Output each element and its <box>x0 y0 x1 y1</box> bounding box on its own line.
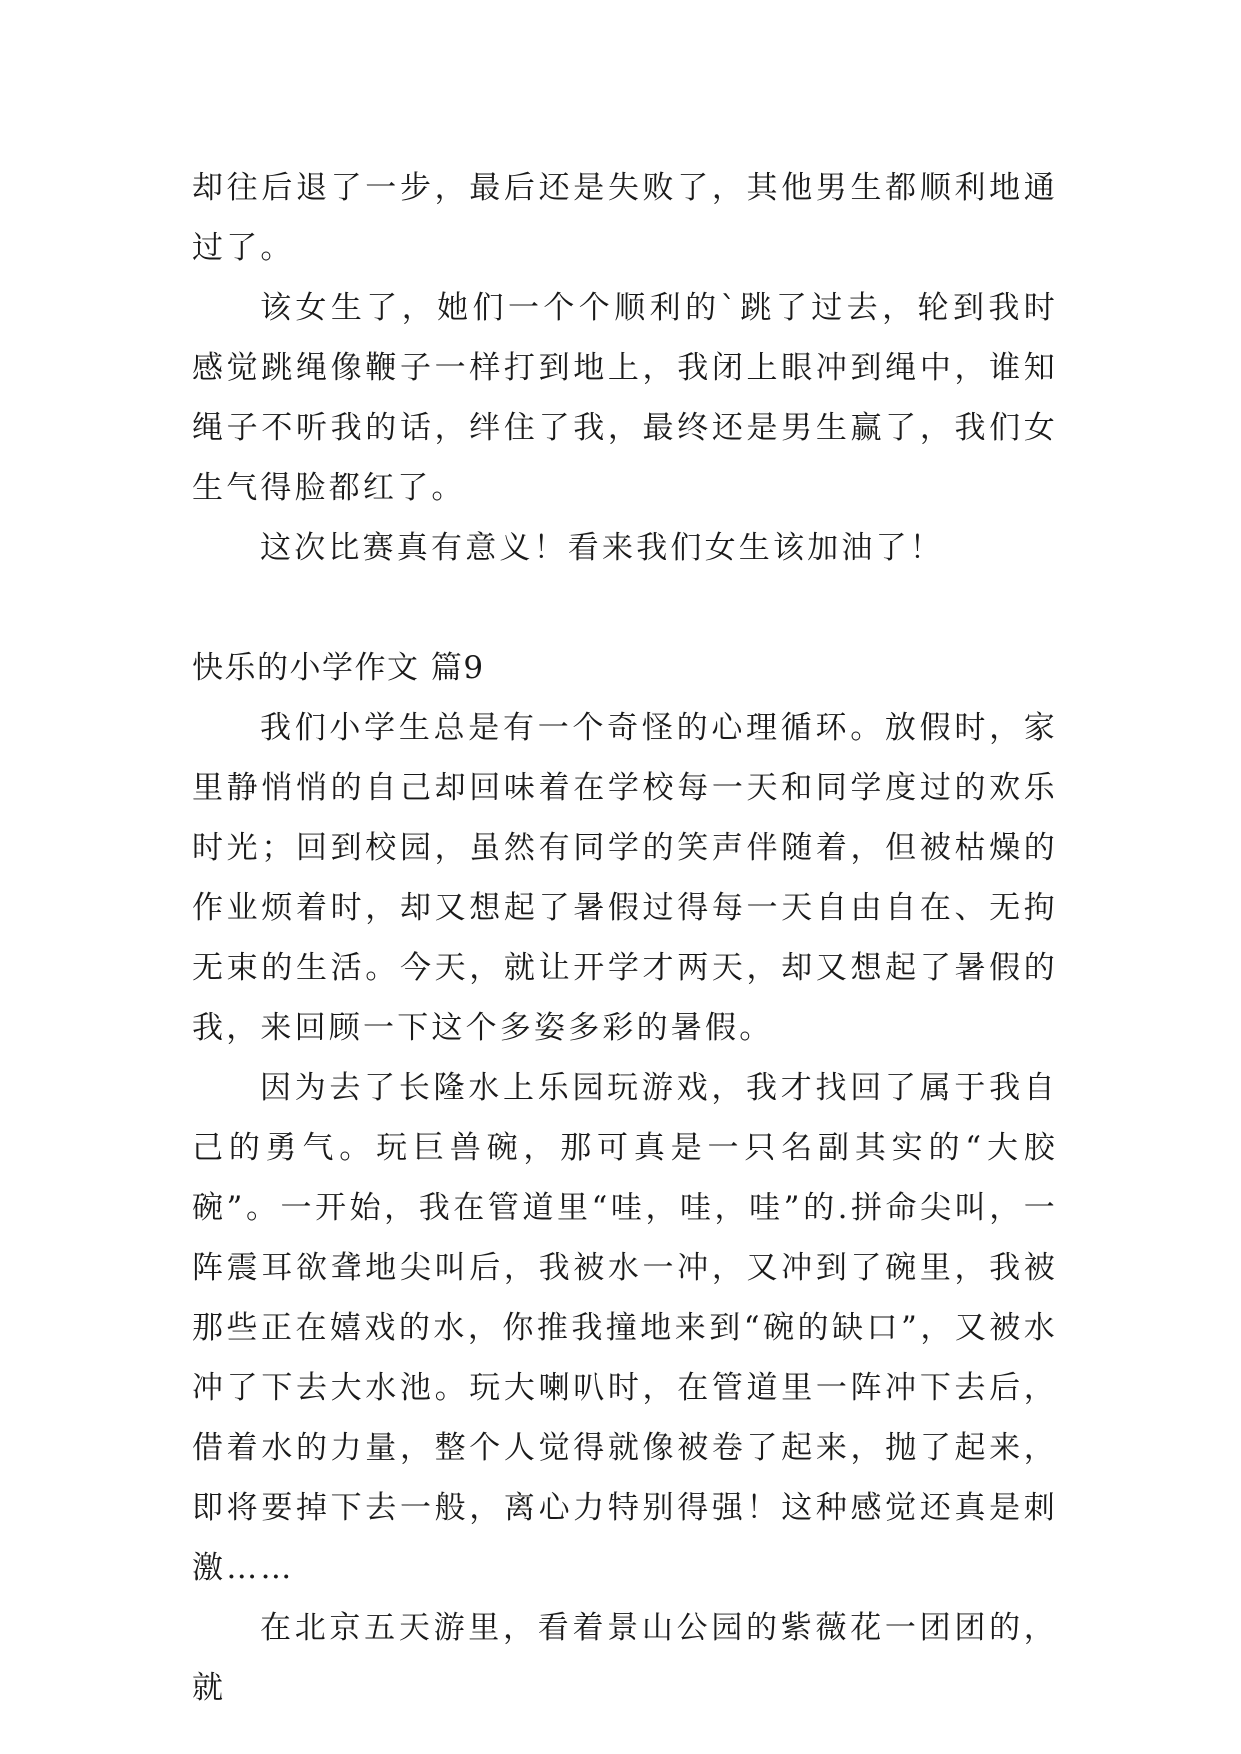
paragraph: 却往后退了一步，最后还是失败了，其他男生都顺利地通过了。 <box>192 170 1058 266</box>
document-body <box>192 158 1058 1718</box>
paragraph: 因为去了长隆水上乐园玩游戏，我才找回了属于我自己的勇气。玩巨兽碗，那可真是一只名副其实的“大胶碗”。一开始，我在管道里“哇，哇，哇”的.拼命尖叫，一阵震耳欲聋地尖叫后，我被水一冲，又冲到了碗里，我被那些正在嬉戏的水，你推我撞地来到“碗的缺口”，又被水冲了下去大水池。玩大喇叭时，在管道里一阵冲下去后，借着水的力量，整个人觉得就像被卷了起来，抛了起来，即将要掉下去一般，离心力特别得强！这种感觉还真是刺激…… <box>192 1070 1058 1586</box>
paragraph: 我们小学生总是有一个奇怪的心理循环。放假时，家里静悄悄的自己却回味着在学校每一天和同学度过的欢乐时光；回到校园，虽然有同学的笑声伴随着，但被枯燥的作业烦着时，却又想起了暑假过得每一天自由自在、无拘无束的生活。今天，就让开学才两天，却又想起了暑假的我，来回顾一下这个多姿多彩的暑假。 <box>192 710 1058 1046</box>
section-title: 快乐的小学作文 篇9 <box>192 650 485 686</box>
paragraph: 这次比赛真有意义！看来我们女生该加油了！ <box>260 530 944 566</box>
paragraph: 在北京五天游里，看着景山公园的紫薇花一团团的，就 <box>192 1610 1058 1706</box>
paragraph: 该女生了，她们一个个顺利的`跳了过去，轮到我时感觉跳绳像鞭子一样打到地上，我闭上眼冲到绳中，谁知绳子不听我的话，绊住了我，最终还是男生赢了，我们女生气得脸都红了。 <box>192 290 1058 506</box>
